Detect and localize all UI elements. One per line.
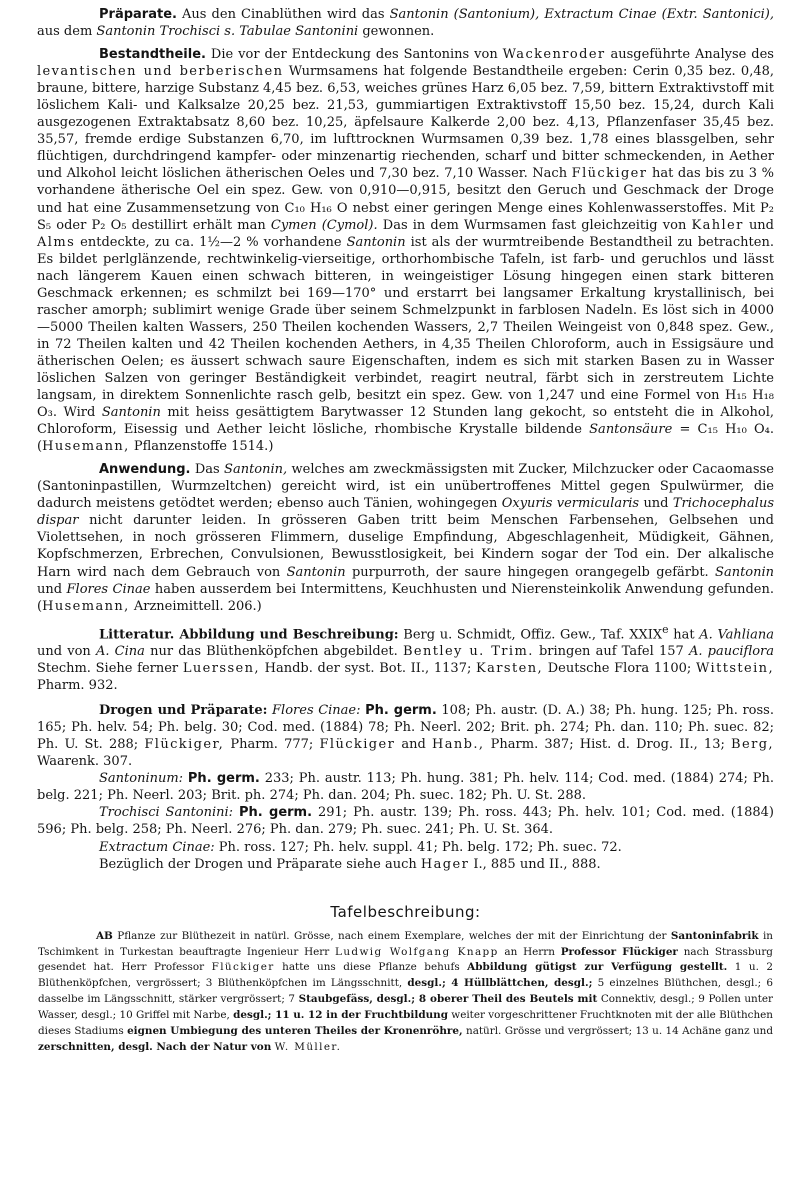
heading-drogen: Drogen und Präparate: — [99, 703, 268, 719]
section-bestandtheile: Bestandtheile. Die vor der Entdeckung des Santonins von Wackenroder ausgeführte Analyse des levantischen und berberischen Wurmsamens hat folgende Bestandtheile ergeben: Cerin 0,35 bez. 0,48, braune, bittere, harzige Substanz 4,45 bez. 6,53, weiches grünes Harz 6,05 bez. 7,59, bittern Extraktivstoff mit löslichem Kali- und Kalksalze 20,25 bez. 21,53, gummiartigen Extraktivstoff 15,50 bez. 15,24, durch Kali ausgezogenen Extraktabsatz 8,60 bez. 10,25, äpfelsaure Kalkerde 2,00 bez. 4,13, Pflanzenfaser 35,45 bez. 35,57, fremde erdige Substanzen 6,70, im lufttrocknen Wurmsamen 0,39 bez. 1,78 eines blassgelben, sehr flüchtigen, durchdringend kampfer- oder minzenartig riechenden, scharf und bitter schmeckenden, in Aether und Alkohol leicht löslichen ätherischen Oeles und 7,30 bez. 7,10 Wasser. Nach Flückiger hat das bis zu 3 % vorhandene ätherische Oel ein spez. Gew. von 0,910—0,915, besitzt den Geruch und Geschmack der Droge und hat eine Zusammensetzung von C₁₀ H₁₆ O nebst einer geringen Menge eines Kohlenwasserstoffes. Mit P₂ S₅ oder P₂ O₅ destillirt erhält man Cymen (Cymol). Das in dem Wurmsamen fast gleichzeitig von Kahler und Alms entdeckte, zu ca. 1½—2 % vorhandene Santonin ist als der wurmtreibende Bestandtheil zu betrachten. Es bildet perlglänzende, rechtwinkelig-vierseitige, orthorhombische Tafeln, ist farb- und geruchlos und lässt nach längerem Kauen einen schwach bitteren, in weingeistiger Lösung hingegen einen stark bitteren Geschmack erkennen; es schmilzt bei 169—170° und erstarrt bei langsamer Erkaltung krystallinisch, bei rascher amorph; sublimirt wenige Grade über seinem Schmelzpunkt in farblosen Nadeln. Es löst sich in 4000—5000 Theilen kalten Wassers, 250 Theilen kochenden Wassers, 2,7 Theilen Weingeist von 0,848 spez. Gew., in 72 Theilen kalten und 42 Theilen kochenden Aethers, in 4,35 Theilen Chloroform, auch in Essigsäure und ätherischen Oelen; es äussert schwach saure Eigenschaften, indem es sich mit starken Basen zu in Wasser löslichen Salzen von geringer Beständigkeit verbindet, reagirt neutral, färbt sich in zerstreutem Lichte langsam, in direktem Sonnenlichte rasch gelb, besitzt ein spez. Gew. von 1,247 und eine Formel von H₁₅ H₁₈ O₃. Wird Santonin mit heiss gesättigtem Barytwasser 12 Stunden lang gekocht, so entsteht die in Alkohol, Chloroform, Eisessig und Aether leicht lösliche, rhombische Krystalle bildende Santonsäure = C₁₅ H₁₀ O₄. (Husemann, Pflanzenstoffe 1514.) — [37, 47, 775, 455]
heading-anwendung: Anwendung. — [99, 462, 191, 478]
drogen-trochisci: Trochisci Santonini: Ph. germ. 291; Ph. austr. 139; Ph. ross. 443; Ph. helv. 101; Cod. med. (1884) 596; Ph. belg. 258; Ph. Neerl. 276; Ph. dan. 279; Ph. suec. 241; Ph. U. St. 364. — [37, 805, 774, 838]
heading-bestandtheile: Bestandtheile. — [99, 47, 206, 63]
drogen-flores: Drogen und Präparate: Flores Cinae: Ph. germ. 108; Ph. austr. (D. A.) 38; Ph. hung. 125; Ph. ross. 165; Ph. helv. 54; Ph. belg. 30; Cod. med. (1884) 78; Ph. Neerl. 202; Brit. ph. 274; Ph. dan. 110; Ph. suec. 82; Ph. U. St. 288; Flückiger, Pharm. 777; Flückiger and Hanb., Pharm. 387; Hist. d. Drog. II., 13; Berg, Waarenk. 307. — [37, 703, 774, 770]
drogen-extractum: Extractum Cinae: Ph. ross. 127; Ph. helv. suppl. 41; Ph. belg. 172; Ph. suec. 72. — [99, 839, 622, 855]
tafel-title: Tafelbeschreibung: — [330, 902, 481, 921]
section-drogen — [37, 702, 774, 872]
tafel-description: AB Pflanze zur Blüthezeit in natürl. Grösse, nach einem Exemplare, welches der mit der Einrichtung der Santoninfabrik in Tschimkent in Turkestan beauftragte Ingenieur Herr Ludwig Wolfgang Knapp an Herrn Professor Flückiger nach Strassburg gesendet hat. Herr Professor Flückiger hatte uns diese Pflanze behufs Abbildung gütigst zur Verfügung gestellt. 1 u. 2 Blüthenköpfchen, vergrössert; 3 Blüthenköpfchen im Längsschnitt, desgl.; 4 Hüllblättchen, desgl.; 5 einzelnes Blüthchen, desgl.; 6 dasselbe im Längsschnitt, stärker vergrössert; 7 Staubgefäss, desgl.; 8 oberer Theil des Beutels mit Connektiv, desgl.; 9 Pollen unter Wasser, desgl.; 10 Griffel mit Narbe, desgl.; 11 u. 12 in der Fruchtbildung weiter vorgeschrittener Fruchtknoten mit der alle Blüthchen dieses Stadiums eignen Umbiegung des unteren Theiles der Kronenröhre, natürl. Grösse und vergrössert; 13 u. 14 Achäne ganz und zerschnitten, desgl. Nach der Natur von W. Müller. — [38, 929, 774, 1053]
section-anwendung: Anwendung. Das Santonin, welches am zweckmässigsten mit Zucker, Milchzucker oder Cacaomasse (Santoninpastillen, Wurmzeltchen) gereicht wird, ist ein unübertroffenes Mittel gegen Spulwürmer, die dadurch meistens getödtet werden; ebenso auch Tänien, wohingegen Oxyuris vermicularis und Trichocephalus dispar nicht darunter leiden. In grösseren Gaben tritt beim Menschen Farbensehen, Gelbsehen und Violettsehen, in noch grösseren Flimmern, duselige Empfindung, Abgeschlagenheit, Müdigkeit, Gähnen, Kopfschmerzen, Erbrechen, Convulsionen, Bewusstlosigkeit, bei Kindern sogar der Tod ein. Der alkalische Harn wird nach dem Gebrauch von Santonin purpurroth, der saure hingegen orangegelb gefärbt. Santonin und Flores Cinae haben ausserdem bei Intermittens, Keuchhusten und Nierensteinkolik Anwendung gefunden. (Husemann, Arzneimittell. 206.) — [37, 462, 775, 614]
drogen-santoninum: Santoninum: Ph. germ. 233; Ph. austr. 113; Ph. hung. 381; Ph. helv. 114; Cod. med. (1884) 274; Ph. belg. 221; Ph. Neerl. 203; Brit. ph. 274; Ph. dan. 204; Ph. suec. 182; Ph. U. St. 288. — [37, 771, 775, 804]
heading-praeparate: Präparate. — [99, 7, 177, 22]
section-praeparate: Präparate. Aus den Cinablüthen wird das Santonin (Santonium), Extractum Cinae (Extr. Santonici), aus dem Santonin Trochisci s. Tabulae Santonini gewonnen. — [37, 7, 775, 40]
drogen-hager: Bezüglich der Drogen und Präparate siehe auch Hager I., 885 und II., 888. — [99, 856, 601, 872]
section-litteratur: Litteratur. Abbildung und Beschreibung: Berg u. Schmidt, Offiz. Gew., Taf. XXIXe hat A. Vahliana und von A. Cina nur das Blüthenköpfchen abgebildet. Bentley u. Trim. bringen auf Tafel 157 A. pauciflora Stechm. Siehe ferner Luerssen, Handb. der syst. Bot. II., 1137; Karsten, Deutsche Flora 1100; Wittstein, Pharm. 932. — [37, 622, 774, 694]
heading-litteratur: Litteratur. Abbildung und Beschreibung: — [99, 626, 399, 642]
